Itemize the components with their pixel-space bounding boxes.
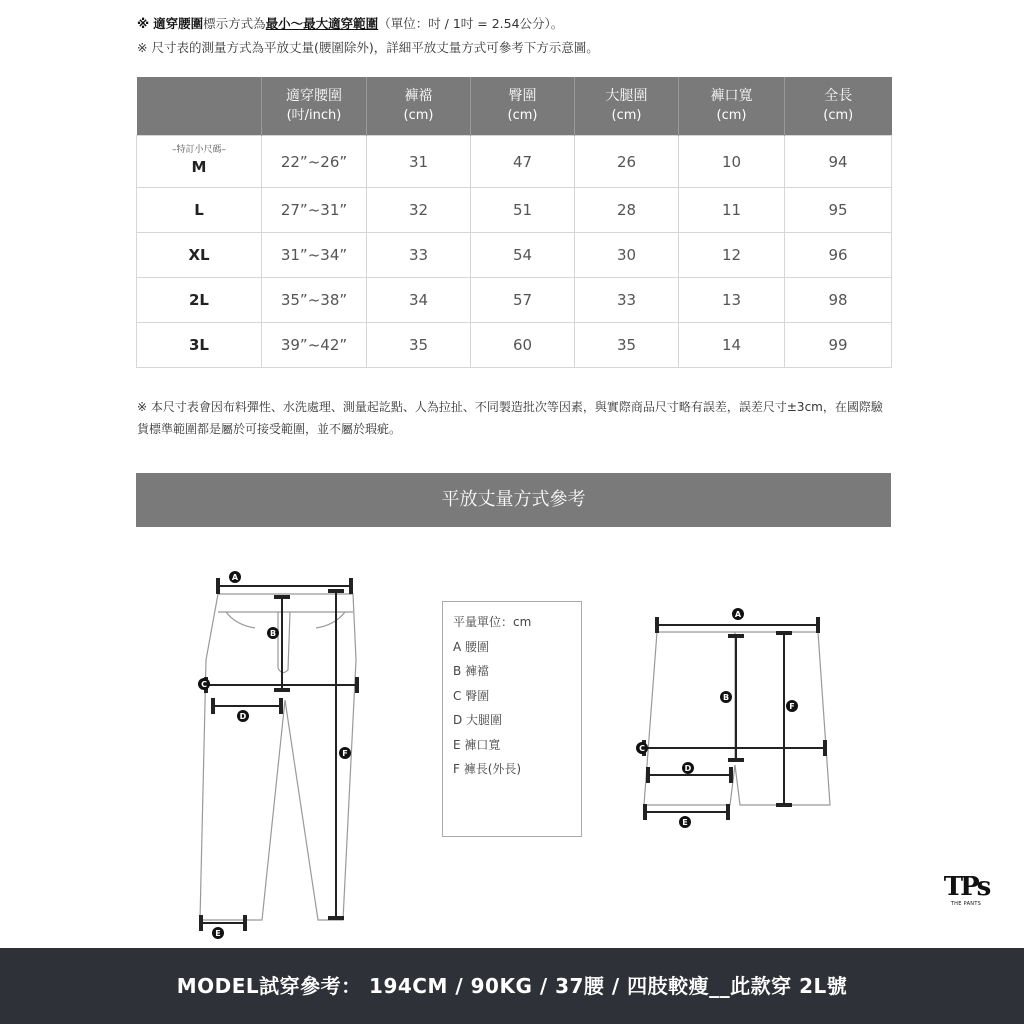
waist-cell: 22”~26” [262,136,367,188]
hem-cell: 11 [679,188,785,233]
svg-text:B: B [269,629,277,638]
header-thigh: 大腿圍 (cm) [575,77,679,136]
badge-d-shorts [682,762,694,774]
hip-cell: 57 [471,278,575,323]
legend-item: A 腰圍 [453,639,490,654]
note-mark: ※ [137,16,150,31]
hip-cell: 51 [471,188,575,233]
header-hem: 褲口寬 (cm) [679,77,785,136]
rise-cell: 34 [367,278,471,323]
svg-text:E: E [682,818,688,827]
brand-logo [936,873,996,907]
legend-item: E 褲口寬 [453,737,501,752]
rise-cell: 31 [367,136,471,188]
svg-text:F: F [789,702,795,711]
long-pants-pocket-right [316,612,345,628]
hem-cell: 12 [679,233,785,278]
size-cell: 3L [137,323,262,368]
svg-text:B: B [722,693,730,702]
badge-e-long [212,927,224,939]
badge-a-long [229,571,241,583]
badge-c-long [198,678,210,690]
length-cell: 99 [785,323,892,368]
size-cell: –特訂小尺碼– M [137,136,262,188]
note-bold-range: 最小～最大適穿範圍 [265,16,379,31]
length-cell: 95 [785,188,892,233]
header-hip: 臀圍 (cm) [471,77,575,136]
hip-cell: 47 [471,136,575,188]
waist-cell: 35”~38” [262,278,367,323]
header-rise: 褲襠 (cm) [367,77,471,136]
note-line-2: ※ 尺寸表的測量方式為平放丈量(腰圍除外)，詳細平放丈量方式可參考下方示意圖。 [137,40,599,55]
size-cell: 2L [137,278,262,323]
section-title: 平放丈量方式參考 [136,473,891,527]
size-cell: XL [137,233,262,278]
thigh-cell: 30 [575,233,679,278]
header-length: 全長 (cm) [785,77,892,136]
legend-item: D 大腿圍 [453,713,503,727]
rise-cell: 33 [367,233,471,278]
hem-cell: 14 [679,323,785,368]
logo-subtitle: THE PANTS [950,901,982,907]
badge-c-shorts [636,742,648,754]
disclaimer: ※ 本尺寸表會因布料彈性、水洗處理、測量起訖點、人為拉扯、不同製造批次等因素，與實際商品尺寸略有誤差，誤差尺寸±3cm，在國際驗貨標準範圍都是屬於可接受範圍，並不屬於瑕疵。 [137,400,883,436]
hem-cell: 10 [679,136,785,188]
badge-f-shorts [786,700,798,712]
svg-text:A: A [231,573,239,582]
rise-cell: 32 [367,188,471,233]
note-unit: （單位：吋 / 1吋 = 2.54公分）。 [378,16,564,31]
note-bold-waist: 適穿腰圍 [153,16,204,31]
hip-cell: 60 [471,323,575,368]
size-cell: L [137,188,262,233]
svg-text:A: A [734,610,742,619]
legend-item: F 褲長(外長) [453,762,522,776]
thigh-cell: 26 [575,136,679,188]
svg-text:D: D [239,712,247,721]
svg-text:D: D [684,764,692,773]
thigh-cell: 35 [575,323,679,368]
badge-d-long [237,710,249,722]
length-cell: 96 [785,233,892,278]
hip-cell: 54 [471,233,575,278]
length-cell: 94 [785,136,892,188]
long-pants-pocket-left [226,612,255,628]
waist-cell: 31”~34” [262,233,367,278]
legend-unit: 平量單位：cm [453,615,532,629]
svg-text:E: E [215,929,221,938]
waist-cell: 27”~31” [262,188,367,233]
hem-cell: 13 [679,278,785,323]
badge-f-long [339,747,351,759]
legend-item: C 臀圍 [453,688,490,703]
thigh-cell: 33 [575,278,679,323]
svg-text:C: C [639,744,645,753]
svg-text:C: C [201,680,207,689]
logo-mark: TPs [943,872,989,902]
rise-cell: 35 [367,323,471,368]
svg-text:F: F [342,749,348,758]
length-cell: 98 [785,278,892,323]
model-reference-footer: MODEL試穿參考： 194CM / 90KG / 37腰 / 四肢較瘦__此款穿 2L號 [0,948,1024,1024]
note-text: 標示方式為 [203,16,266,31]
legend-item: B 褲襠 [453,664,490,678]
header-waist: 適穿腰圍 (吋/inch) [262,77,367,136]
badge-a-shorts [732,608,744,620]
badge-b-long [267,627,279,639]
long-pants-fly [278,612,290,673]
long-pants-diagram [200,594,356,920]
badge-e-shorts [679,816,691,828]
measurement-legend [442,601,582,837]
badge-b-shorts [720,691,732,703]
thigh-cell: 28 [575,188,679,233]
waist-cell: 39”~42” [262,323,367,368]
